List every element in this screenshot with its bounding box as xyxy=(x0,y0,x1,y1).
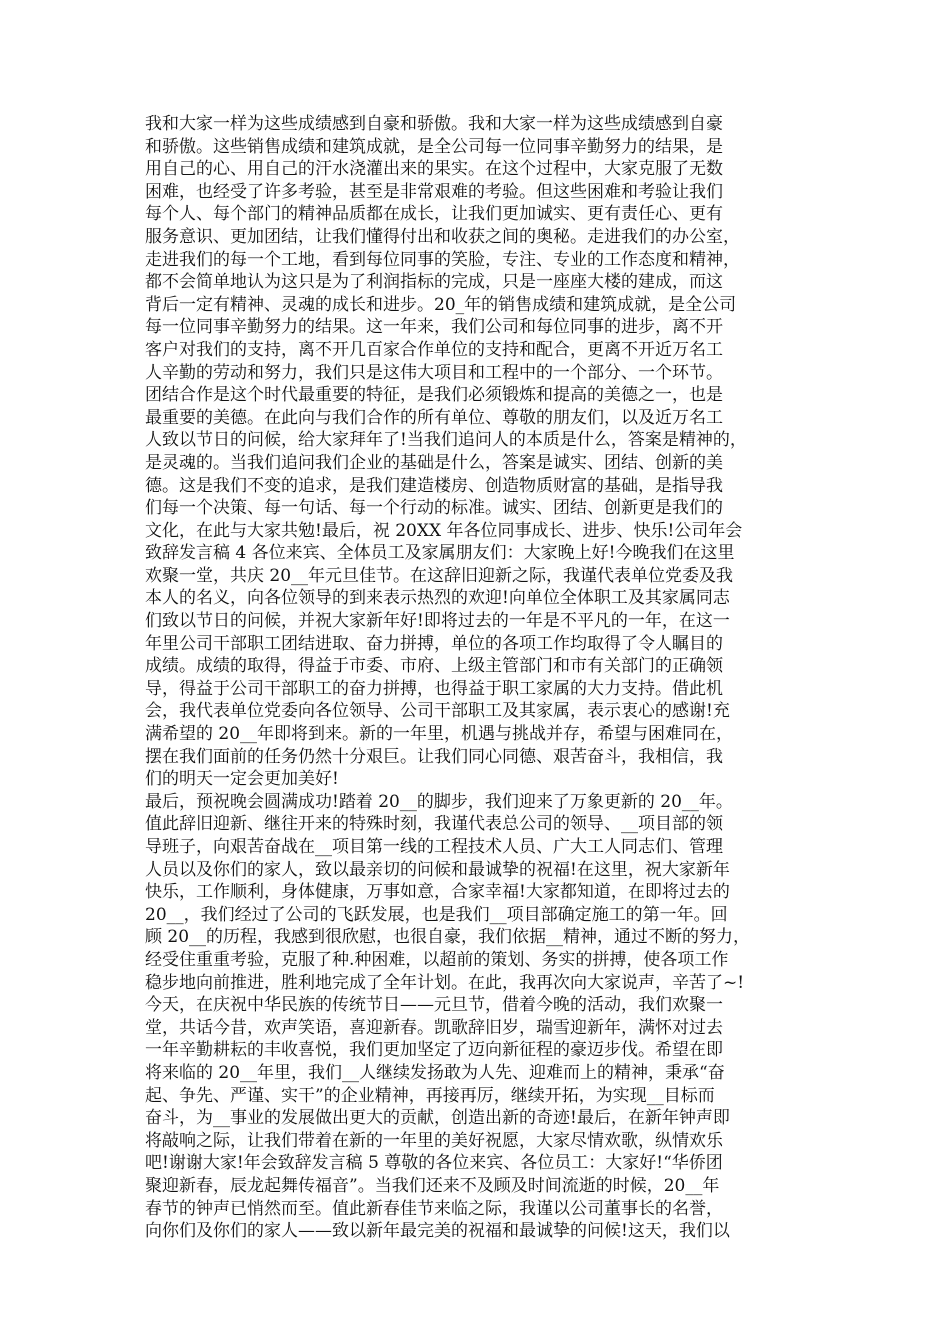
text-line: 顾 20__的历程，我感到很欣慰，也很自豪，我们依据__精神，通过不断的努力， xyxy=(145,927,751,948)
text-line: 人辛勤的劳动和努力，我们只是这伟大项目和工程中的一个部分、一个环节。 xyxy=(145,362,723,383)
text-line: 我和大家一样为这些成绩感到自豪和骄傲。我和大家一样为这些成绩感到自豪 xyxy=(145,114,723,134)
text-line: 走进我们的每一个工地，看到每位同事的笑脸，专注、专业的工作态度和精神， xyxy=(145,249,740,270)
text-line: 稳步地向前推进，胜利地完成了全年计划。在此，我再次向大家说声，辛苦了~! xyxy=(145,972,745,993)
text-line: 每个人、每个部门的精神品质都在成长，让我们更加诚实、更有责任心、更有 xyxy=(145,204,723,225)
text-line: 客户对我们的支持，离不开几百家合作单位的支持和配合，更离不开近万名工 xyxy=(145,339,723,360)
text-line: 每一位同事辛勤努力的结果。这一年来，我们公司和每位同事的进步，离不开 xyxy=(145,317,723,338)
text-line: 导，得益于公司干部职工的奋力拼搏，也得益于职工家属的大力支持。借此机 xyxy=(145,678,723,699)
text-line: 本人的名义，向各位领导的到来表示热烈的欢迎!向单位全体职工及其家属同志 xyxy=(145,588,730,609)
text-line: 今天，在庆祝中华民族的传统节日——元旦节，借着今晚的活动，我们欢聚一 xyxy=(145,995,723,1016)
text-line: 会，我代表单位党委向各位领导、公司干部职工及其家属，表示衷心的感谢!充 xyxy=(145,701,730,722)
text-line: 背后一定有精神、灵魂的成长和进步。20_年的销售成绩和建筑成就，是全公司 xyxy=(145,294,737,315)
text-line: 人员以及你们的家人，致以最亲切的问候和最诚挚的祝福!在这里，祝大家新年 xyxy=(145,859,730,880)
text-line: 向你们及你们的家人——致以新年最完美的祝福和最诚挚的问候!这天，我们以 xyxy=(145,1221,730,1242)
text-line: 一年辛勤耕耘的丰收喜悦，我们更加坚定了迈向新征程的豪迈步伐。希望在即 xyxy=(145,1040,723,1061)
text-line: 人致以节日的问候，给大家拜年了!当我们追问人的本质是什么，答案是精神的， xyxy=(145,430,747,451)
text-line: 将来临的 20__年里，我们__人继续发扬敢为人先、迎难而上的精神，秉承“奋 xyxy=(145,1062,725,1083)
text-line: 们每一个决策、每一句话、每一个行动的标准。诚实、团结、创新更是我们的 xyxy=(145,498,723,519)
text-line: 年里公司干部职工团结进取、奋力拼搏，单位的各项工作均取得了令人瞩目的 xyxy=(145,633,723,654)
text-line: 满希望的 20__年即将到来。新的一年里，机遇与挑战并存，希望与困难同在， xyxy=(145,724,734,745)
text-line: 起、争先、严谨、实干”的企业精神，再接再厉，继续开拓，为实现__目标而 xyxy=(145,1085,715,1106)
text-line: 都不会简单地认为这只是为了利润指标的完成，只是一座座大楼的建成，而这 xyxy=(145,272,723,293)
text-line: 春节的钟声已悄然而至。值此新春佳节来临之际，我谨以公司董事长的名誉， xyxy=(145,1198,723,1219)
text-line: 堂，共话今昔，欢声笑语，喜迎新春。凯歌辞旧岁，瑞雪迎新年，满怀对过去 xyxy=(145,1017,723,1038)
text-line: 们的明天一定会更加美好! xyxy=(145,769,339,790)
text-line: 和骄傲。这些销售成绩和建筑成就，是全公司每一位同事辛勤努力的结果，是 xyxy=(145,136,723,157)
text-line: 将敲响之际，让我们带着在新的一年里的美好祝愿，大家尽情欢歌，纵情欢乐 xyxy=(145,1130,723,1151)
document-body xyxy=(145,113,945,1243)
text-line: 值此辞旧迎新、继往开来的特殊时刻，我谨代表总公司的领导、__项目部的领 xyxy=(145,814,723,835)
text-line: 成绩。成绩的取得，得益于市委、市府、上级主管部门和市有关部门的正确领 xyxy=(145,656,723,677)
text-line: 团结合作是这个时代最重要的特征，是我们必须锻炼和提高的美德之一，也是 xyxy=(145,385,723,406)
text-line: 是灵魂的。当我们追问我们企业的基础是什么，答案是诚实、团结、创新的美 xyxy=(145,452,723,473)
text-line: 们致以节日的问候，并祝大家新年好!即将过去的一年是不平凡的一年，在这一 xyxy=(145,611,730,632)
text-line: 服务意识、更加团结，让我们懂得付出和收获之间的奥秘。走进我们的办公室， xyxy=(145,226,740,247)
text-line: 德。这是我们不变的追求，是我们建造楼房、创造物质财富的基础，是指导我 xyxy=(145,475,723,496)
text-line: 用自己的心、用自己的汗水浇灌出来的果实。在这个过程中，大家克服了无数 xyxy=(145,159,723,180)
text-line: 快乐，工作顺利，身体健康，万事如意，合家幸福!大家都知道，在即将过去的 xyxy=(145,882,730,903)
text-line: 20__，我们经过了公司的飞跃发展，也是我们__项目部确定施工的第一年。回 xyxy=(145,904,728,925)
text-line: 文化，在此与大家共勉!最后，祝 20XX 年各位同事成长、进步、快乐!公司年会 xyxy=(145,520,743,541)
text-line: 奋斗，为__事业的发展做出更大的贡献，创造出新的奇迹!最后，在新年钟声即 xyxy=(145,1108,730,1129)
text-line: 吧!谢谢大家!年会致辞发言稿 5 尊敬的各位来宾、各位员工：大家好!“华侨团 xyxy=(145,1153,723,1174)
text-line: 聚迎新春，辰龙起舞传福音”。当我们还来不及顾及时间流逝的时候，20__年 xyxy=(145,1175,720,1196)
text-line: 导班子，向艰苦奋战在__项目第一线的工程技术人员、广大工人同志们、管理 xyxy=(145,837,723,857)
text-line: 最后，预祝晚会圆满成功!踏着 20__的脚步，我们迎来了万象更新的 20__年。 xyxy=(145,791,733,812)
text-line: 摆在我们面前的任务仍然十分艰巨。让我们同心同德、艰苦奋斗，我相信，我 xyxy=(145,746,723,767)
text-line: 最重要的美德。在此向与我们合作的所有单位、尊敬的朋友们，以及近万名工 xyxy=(145,407,723,428)
text-line: 困难，也经受了许多考验，甚至是非常艰难的考验。但这些困难和考验让我们 xyxy=(145,181,723,202)
text-line: 致辞发言稿 4 各位来宾、全体员工及家属朋友们：大家晚上好!今晚我们在这里 xyxy=(145,543,735,564)
text-line: 欢聚一堂，共庆 20__年元旦佳节。在这辞旧迎新之际，我谨代表单位党委及我 xyxy=(145,565,734,586)
text-line: 经受住重重考验，克服了种.种困难，以超前的策划、务实的拼搏，使各项工作 xyxy=(145,949,729,970)
